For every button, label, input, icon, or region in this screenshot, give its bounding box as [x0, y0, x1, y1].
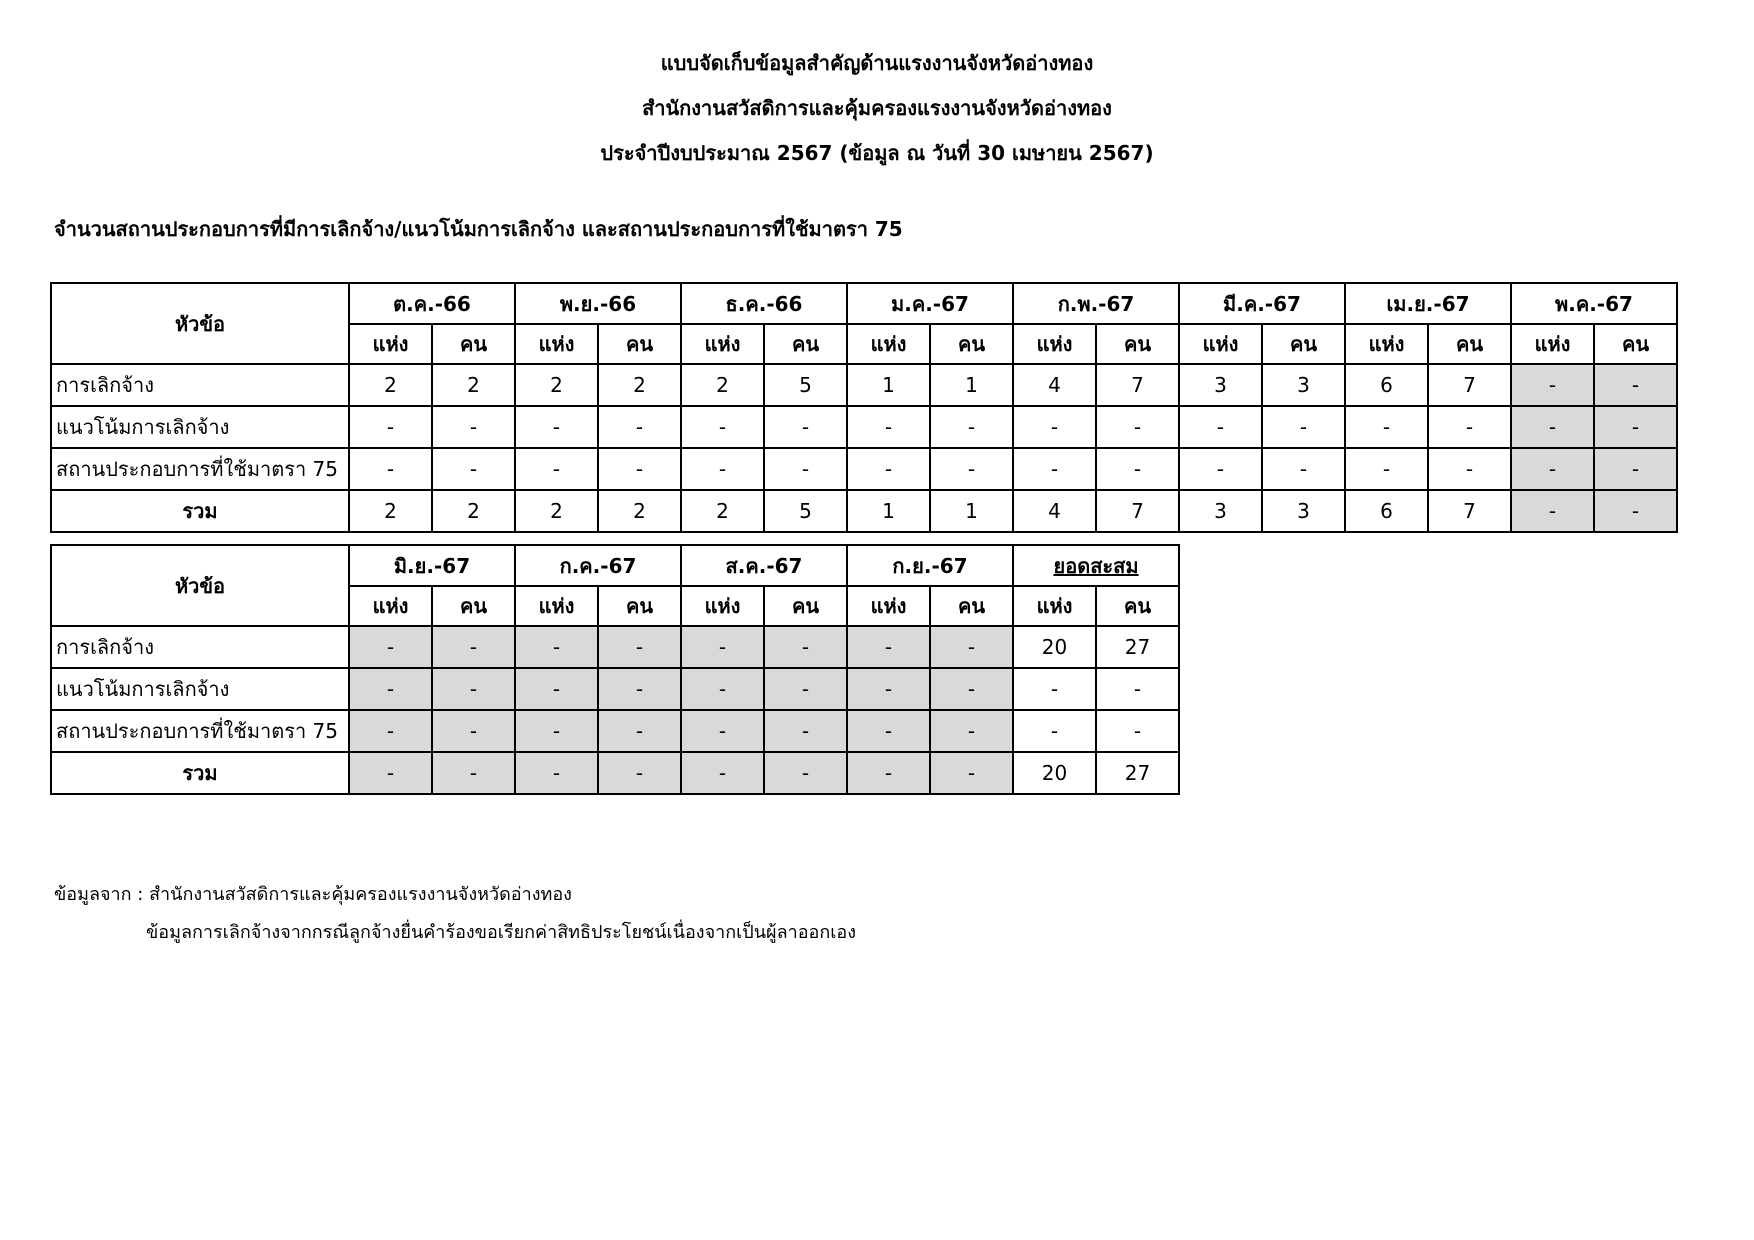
sub-header-places: แห่ง [1013, 586, 1096, 626]
table-cell: - [764, 626, 847, 668]
table-cell: - [1428, 406, 1511, 448]
table-cell: 7 [1428, 364, 1511, 406]
table-cell: - [1594, 364, 1677, 406]
table-cell: - [1096, 448, 1179, 490]
table-cell: - [764, 406, 847, 448]
layoff-table-part2 [50, 544, 1180, 795]
table-cell: - [1096, 710, 1179, 752]
table-cell: - [681, 406, 764, 448]
table-cell: - [1013, 406, 1096, 448]
table-cell: - [681, 448, 764, 490]
row-label: แนวโน้มการเลิกจ้าง [51, 668, 349, 710]
table-cell: 7 [1096, 364, 1179, 406]
table-cell: - [764, 710, 847, 752]
table-cell: - [764, 668, 847, 710]
table-cell: - [1013, 710, 1096, 752]
row-label: การเลิกจ้าง [51, 364, 349, 406]
table-cell: - [1179, 406, 1262, 448]
table-cell: 4 [1013, 490, 1096, 532]
sub-header-places: แห่ง [515, 586, 598, 626]
sub-header-people: คน [930, 586, 1013, 626]
table-row [51, 364, 1677, 406]
section-title: จำนวนสถานประกอบการที่มีการเลิกจ้าง/แนวโน้มการเลิกจ้าง และสถานประกอบการที่ใช้มาตรา 75 [54, 217, 903, 241]
month-header: ธ.ค.-66 [681, 283, 847, 324]
table-cell: 1 [930, 364, 1013, 406]
table-cell: - [598, 710, 681, 752]
row-label: แนวโน้มการเลิกจ้าง [51, 406, 349, 448]
table-cell: 2 [515, 490, 598, 532]
sub-header-places: แห่ง [681, 324, 764, 364]
table-cell: - [681, 752, 764, 794]
table-cell: 2 [515, 364, 598, 406]
month-header: มี.ค.-67 [1179, 283, 1345, 324]
table-cell: - [681, 668, 764, 710]
sub-header-places: แห่ง [681, 586, 764, 626]
table-cell: 2 [349, 364, 432, 406]
table-cell: - [598, 406, 681, 448]
table-cell: 5 [764, 364, 847, 406]
table-cell: 2 [681, 364, 764, 406]
table-cell: - [1511, 406, 1594, 448]
table-cell: - [349, 710, 432, 752]
table-cell: - [930, 448, 1013, 490]
table-cell: 27 [1096, 626, 1179, 668]
table-cell: - [515, 448, 598, 490]
table-cell: - [598, 668, 681, 710]
table-cell: 1 [930, 490, 1013, 532]
table-cell: - [847, 668, 930, 710]
topic-header: หัวข้อ [51, 545, 349, 626]
sub-header-places: แห่ง [1511, 324, 1594, 364]
table-cell: - [1262, 448, 1345, 490]
sub-header-places: แห่ง [349, 586, 432, 626]
table-cell: - [515, 710, 598, 752]
table-cell: - [1428, 448, 1511, 490]
sub-header-people: คน [764, 324, 847, 364]
table-cell: - [1179, 448, 1262, 490]
sub-header-people: คน [432, 324, 515, 364]
table-cell: - [515, 752, 598, 794]
table-cell: - [1594, 406, 1677, 448]
table-cell: - [930, 406, 1013, 448]
month-header: พ.ย.-66 [515, 283, 681, 324]
table-cell: 2 [432, 490, 515, 532]
office-name: สำนักงานสวัสดิการและคุ้มครองแรงงานจังหวัดอ่างทอง [642, 96, 1112, 120]
table-cell: - [432, 406, 515, 448]
sub-header-people: คน [432, 586, 515, 626]
table-cell: 3 [1179, 364, 1262, 406]
month-header: เม.ย.-67 [1345, 283, 1511, 324]
sub-header-places: แห่ง [1013, 324, 1096, 364]
month-header: ม.ค.-67 [847, 283, 1013, 324]
source-note: ข้อมูลจาก : สำนักงานสวัสดิการและคุ้มครองแรงงานจังหวัดอ่างทอง [54, 884, 572, 905]
table-cell: - [1096, 668, 1179, 710]
table-cell: - [432, 448, 515, 490]
table-cell: - [1013, 668, 1096, 710]
row-label: รวม [51, 490, 349, 532]
table-cell: - [847, 752, 930, 794]
month-header: ก.ย.-67 [847, 545, 1013, 586]
table-cell: - [349, 406, 432, 448]
layoff-table-part1 [50, 282, 1678, 533]
table-cell: 2 [598, 490, 681, 532]
table-cell: 2 [681, 490, 764, 532]
table-cell: 3 [1262, 490, 1345, 532]
sub-header-places: แห่ง [349, 324, 432, 364]
table-cell: - [1345, 448, 1428, 490]
table-cell: - [1013, 448, 1096, 490]
table-cell: - [349, 448, 432, 490]
table-cell: - [847, 710, 930, 752]
sub-header-people: คน [930, 324, 1013, 364]
fiscal-year-line: ประจำปีงบประมาณ 2567 (ข้อมูล ณ วันที่ 30 เมษายน 2567) [600, 141, 1154, 165]
table-cell: - [681, 710, 764, 752]
table-row [51, 448, 1677, 490]
table-cell: 27 [1096, 752, 1179, 794]
sub-header-people: คน [1096, 324, 1179, 364]
table-cell: - [432, 710, 515, 752]
row-label: การเลิกจ้าง [51, 626, 349, 668]
topic-header: หัวข้อ [51, 283, 349, 364]
table-cell: - [432, 668, 515, 710]
row-label: รวม [51, 752, 349, 794]
row-label: สถานประกอบการที่ใช้มาตรา 75 [51, 710, 349, 752]
month-header: ก.พ.-67 [1013, 283, 1179, 324]
table-cell: - [1594, 448, 1677, 490]
month-header: ต.ค.-66 [349, 283, 515, 324]
table-cell: 3 [1179, 490, 1262, 532]
table-cell: - [598, 752, 681, 794]
sub-header-people: คน [764, 586, 847, 626]
sub-header-people: คน [598, 586, 681, 626]
table-cell: - [847, 448, 930, 490]
sub-header-people: คน [1428, 324, 1511, 364]
table-row [51, 626, 1179, 668]
table-cell: 1 [847, 490, 930, 532]
table-cell: 4 [1013, 364, 1096, 406]
sub-header-people: คน [1262, 324, 1345, 364]
table-cell: - [515, 626, 598, 668]
sub-header-places: แห่ง [1179, 324, 1262, 364]
table-cell: - [847, 626, 930, 668]
sub-header-places: แห่ง [847, 586, 930, 626]
table-cell: - [349, 668, 432, 710]
table1-body [51, 364, 1677, 532]
table2-body [51, 626, 1179, 794]
cumulative-header: ยอดสะสม [1013, 545, 1179, 586]
table-cell: - [1511, 448, 1594, 490]
table-cell: 1 [847, 364, 930, 406]
table-cell: - [432, 752, 515, 794]
data-note: ข้อมูลการเลิกจ้างจากกรณีลูกจ้างยื่นคำร้องขอเรียกค่าสิทธิประโยชน์เนื่องจากเป็นผู้ลาออกเอง [146, 922, 856, 943]
table-cell: - [1262, 406, 1345, 448]
table-cell: 5 [764, 490, 847, 532]
table-cell: 20 [1013, 626, 1096, 668]
table-cell: 2 [432, 364, 515, 406]
table-cell: - [930, 710, 1013, 752]
table-cell: - [764, 448, 847, 490]
sub-header-places: แห่ง [515, 324, 598, 364]
table-cell: - [349, 752, 432, 794]
table-cell: - [515, 406, 598, 448]
sub-header-people: คน [598, 324, 681, 364]
table-cell: - [930, 668, 1013, 710]
sub-header-places: แห่ง [1345, 324, 1428, 364]
table-row [51, 406, 1677, 448]
table-cell: - [515, 668, 598, 710]
table-cell: 2 [598, 364, 681, 406]
table-cell: - [1511, 490, 1594, 532]
table-cell: 7 [1428, 490, 1511, 532]
table-cell: - [930, 626, 1013, 668]
sub-header-places: แห่ง [847, 324, 930, 364]
sub-header-people: คน [1594, 324, 1677, 364]
table-row [51, 752, 1179, 794]
table-cell: 7 [1096, 490, 1179, 532]
table-cell: 6 [1345, 364, 1428, 406]
month-header: ก.ค.-67 [515, 545, 681, 586]
row-label: สถานประกอบการที่ใช้มาตรา 75 [51, 448, 349, 490]
table-cell: - [1511, 364, 1594, 406]
table-cell: - [1345, 406, 1428, 448]
table-cell: 20 [1013, 752, 1096, 794]
table-cell: 6 [1345, 490, 1428, 532]
table-cell: 2 [349, 490, 432, 532]
table-cell: - [764, 752, 847, 794]
table-cell: - [1594, 490, 1677, 532]
table-cell: - [349, 626, 432, 668]
table-cell: - [1096, 406, 1179, 448]
month-header: มิ.ย.-67 [349, 545, 515, 586]
table-cell: - [930, 752, 1013, 794]
table-cell: - [598, 448, 681, 490]
table-cell: - [847, 406, 930, 448]
table-row [51, 490, 1677, 532]
month-header: พ.ค.-67 [1511, 283, 1677, 324]
sub-header-people: คน [1096, 586, 1179, 626]
table-cell: - [681, 626, 764, 668]
table-cell: - [598, 626, 681, 668]
table-row [51, 668, 1179, 710]
table-row [51, 710, 1179, 752]
table-cell: 3 [1262, 364, 1345, 406]
month-header: ส.ค.-67 [681, 545, 847, 586]
table-cell: - [432, 626, 515, 668]
report-title: แบบจัดเก็บข้อมูลสำคัญด้านแรงงานจังหวัดอ่างทอง [660, 51, 1094, 75]
